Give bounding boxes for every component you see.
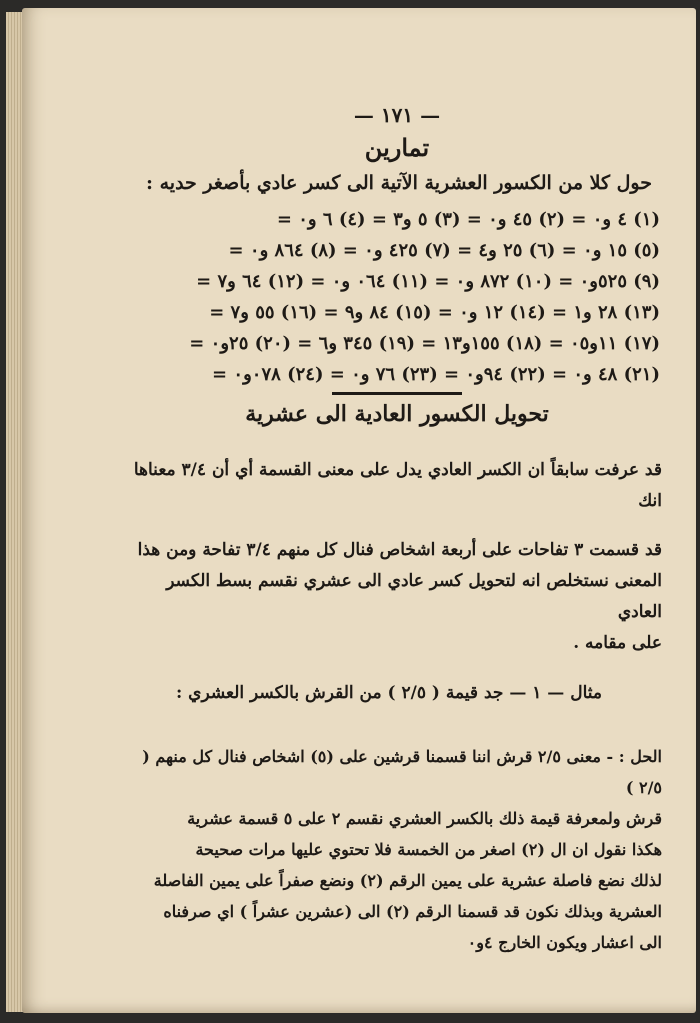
book-page [22, 8, 696, 1013]
example-heading: مثال — ١ — جد قيمة ( ٢/٥ ) من القرش بالكسر العشري : [175, 683, 602, 703]
exercise-row: (١) ٤ و٠ = (٢) ٤٥ و٠ = (٣) ٥ و٣ = (٤) ٦ و٠ = [276, 209, 660, 230]
exercise-row: (٥) ١٥ و٠ = (٦) ٢٥ و٤ = (٧) ٤٢٥ و٠ = (٨) ٨٦٤ و٠ = [228, 240, 660, 261]
exercise-row: (١٣) ٢٨ و١ = (١٤) ١٢ و٠ = (١٥) ٨٤ و٩ = (١٦) ٥٥ و٧ = [209, 302, 660, 323]
solution-line: الى اعشار ويكون الخارج ٤و٠ [467, 933, 662, 952]
section-divider [332, 392, 462, 395]
paragraph-line: قد قسمت ٣ تفاحات على أربعة اشخاص فنال كل منهم ٣/٤ تفاحة ومن هذا [137, 540, 662, 560]
paragraph-line: المعنى نستخلص انه لتحويل كسر عادي الى عشري نقسم بسط الكسر العادي [166, 571, 662, 622]
solution-line: هكذا نقول ان ال (٢) اصغر من الخمسة فلا تحتوي عليها مرات صحيحة [195, 840, 662, 859]
paragraph-line: قد عرفت سابقاً ان الكسر العادي يدل على معنى القسمة أي أن ٣/٤ معناها انك [133, 460, 662, 511]
solution-line: قرش ولمعرفة قيمة ذلك بالكسر العشري نقسم ٢ على ٥ قسمة عشرية [187, 809, 662, 828]
exercise-row: (١٧) ١١و٠٥ = (١٨) ١٥٥و١٣ = (١٩) ٣٤٥ و٦ = (٢٠) ٢٥و٠ = [189, 333, 660, 354]
solution-line: الحل : - معنى ٢/٥ قرش اننا قسمنا قرشين على (٥) اشخاص فنال كل منهم ( ٢/٥ ) [142, 747, 662, 797]
solution-line: لذلك نضع فاصلة عشرية على يمين الرقم (٢) ونضع صفراً على يمين الفاصلة [153, 871, 662, 890]
exercise-list [132, 204, 662, 390]
solution-line: العشرية وبذلك نكون قد قسمنا الرقم (٢) الى (عشرين عشراً ) اي صرفناه [163, 902, 662, 921]
paragraph-line: على مقامه . [573, 633, 662, 653]
section-subtitle: تحويل الكسور العادية الى عشرية [245, 401, 549, 427]
solution-text [132, 741, 662, 958]
exercise-row: (٩) ٥٢٥و٠ = (١٠) ٨٧٢ و٠ = (١١) ٠٦٤ و٠ = (١٢) ٦٤ و٧ = [196, 271, 660, 292]
page-number: — ١٧١ — [353, 103, 441, 127]
exercise-row: (٢١) ٤٨ و٠ = (٢٢) ٩٤و٠ = (٢٣) ٧٦ و٠ = (٢٤) ٠٧٨و٠ = [212, 364, 660, 385]
section-title: تمارين [364, 133, 430, 162]
explanation-paragraph [132, 455, 662, 659]
page-content [132, 103, 662, 958]
exercise-instruction: حول كلا من الكسور العشرية الآتية الى كسر عادي بأصغر حديه : [145, 172, 652, 194]
